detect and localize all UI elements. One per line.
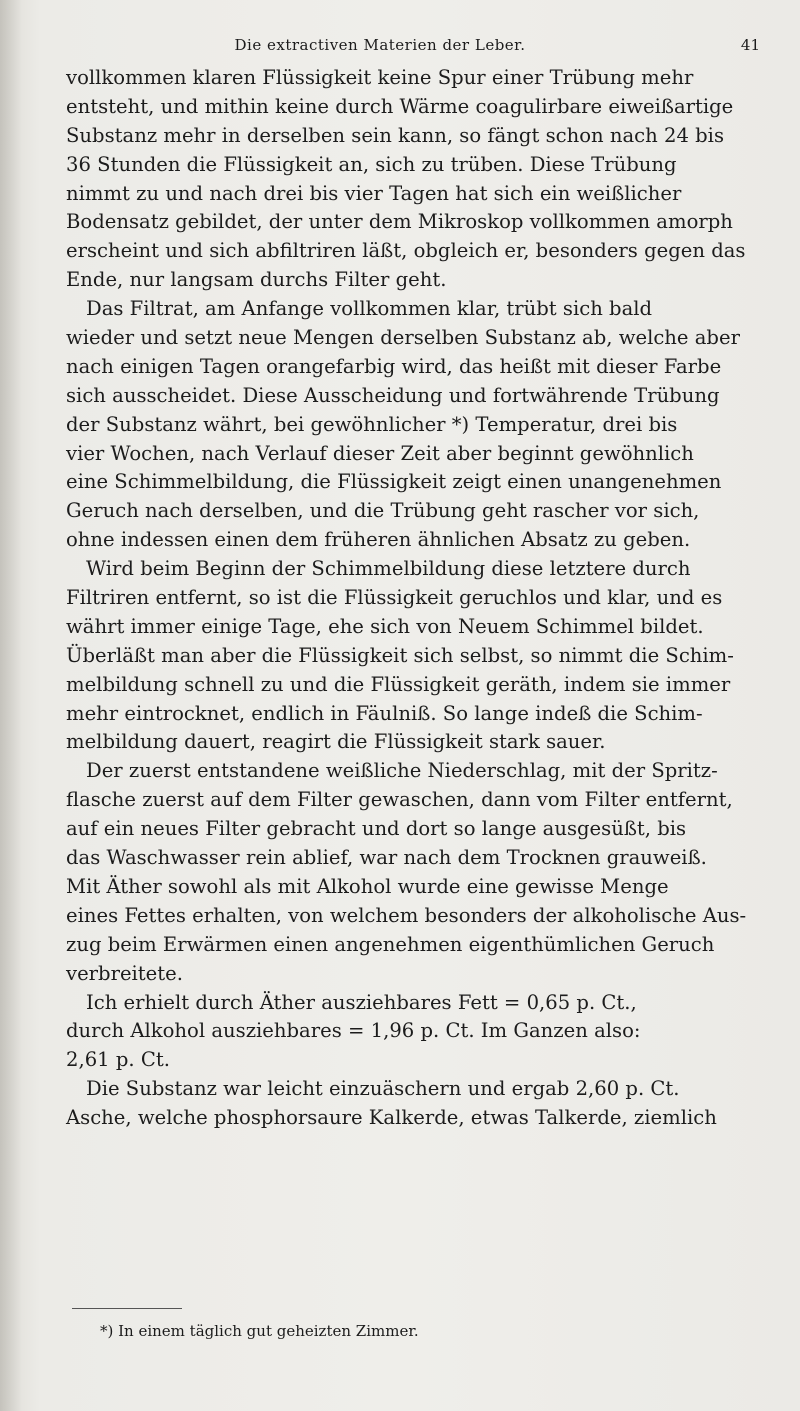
text-line: ohne indessen einen dem früheren ähnlichen Absatz zu geben.: [66, 528, 691, 552]
text-line: eines Fettes erhalten, von welchem besonders der alkoholische Aus-: [66, 903, 747, 927]
text-line: Filtriren entfernt, so ist die Flüssigkeit geruchlos und klar, und es: [66, 586, 723, 610]
text-line: nach einigen Tagen orangefarbig wird, das heißt mit dieser Farbe: [66, 354, 722, 378]
text-line: Asche, welche phosphorsaure Kalkerde, etwas Talkerde, ziemlich: [66, 1106, 717, 1130]
running-head: Die extractiven Materien der Leber.: [234, 36, 526, 54]
text-line: Überläßt man aber die Flüssigkeit sich selbst, so nimmt die Schim-: [66, 643, 734, 667]
text-line: auf ein neues Filter gebracht und dort so lange ausgesüßt, bis: [66, 817, 687, 841]
text-line: nimmt zu und nach drei bis vier Tagen hat sich ein weißlicher: [66, 181, 682, 205]
footnote-divider: [72, 1308, 182, 1309]
text-line: der Substanz währt, bei gewöhnlicher *) Temperatur, drei bis: [66, 412, 678, 436]
text-line: Der zuerst entstandene weißliche Niederschlag, mit der Spritz-: [86, 759, 718, 783]
text-line: Ende, nur langsam durchs Filter geht.: [66, 268, 447, 292]
text-line: vier Wochen, nach Verlauf dieser Zeit aber beginnt gewöhnlich: [66, 441, 694, 465]
text-line: flasche zuerst auf dem Filter gewaschen, dann vom Filter entfernt,: [66, 788, 733, 812]
text-line: Die Substanz war leicht einzuäschern und ergab 2,60 p. Ct.: [86, 1077, 680, 1101]
footnote: *) In einem täglich gut geheizten Zimmer.: [100, 1322, 419, 1340]
text-line: das Waschwasser rein ablief, war nach dem Trocknen grauweiß.: [66, 846, 707, 870]
text-line: Substanz mehr in derselben sein kann, so fängt schon nach 24 bis: [66, 123, 725, 147]
text-line: Das Filtrat, am Anfange vollkommen klar, trübt sich bald: [86, 297, 653, 321]
text-line: mehr eintrocknet, endlich in Fäulniß. So lange indeß die Schim-: [66, 701, 703, 725]
body-text: [60, 64, 760, 1133]
page-header: [60, 36, 760, 66]
text-line: entsteht, und mithin keine durch Wärme coagulirbare eiweißartige: [66, 94, 734, 118]
binding-shadow: [0, 0, 22, 1411]
text-line: Ich erhielt durch Äther ausziehbares Fett = 0,65 p. Ct.,: [86, 990, 637, 1014]
text-line: vollkommen klaren Flüssigkeit keine Spur einer Trübung mehr: [66, 66, 694, 89]
text-line: 36 Stunden die Flüssigkeit an, sich zu trüben. Diese Trübung: [66, 152, 677, 176]
text-line: Mit Äther sowohl als mit Alkohol wurde eine gewisse Menge: [66, 874, 669, 898]
text-line: währt immer einige Tage, ehe sich von Neuem Schimmel bildet.: [66, 614, 704, 638]
text-line: Bodensatz gebildet, der unter dem Mikroskop vollkommen amorph: [66, 210, 733, 234]
text-line: zug beim Erwärmen einen angenehmen eigenthümlichen Geruch: [66, 932, 715, 956]
page-number: 41: [740, 36, 760, 54]
text-line: durch Alkohol ausziehbares = 1,96 p. Ct. Im Ganzen also:: [66, 1019, 641, 1043]
text-line: melbildung schnell zu und die Flüssigkeit geräth, indem sie immer: [66, 672, 731, 696]
text-line: Wird beim Beginn der Schimmelbildung diese letztere durch: [86, 557, 691, 581]
text-line: verbreitete.: [66, 961, 183, 985]
text-line: 2,61 p. Ct.: [66, 1048, 170, 1072]
text-line: eine Schimmelbildung, die Flüssigkeit zeigt einen unangenehmen: [66, 470, 722, 494]
text-line: erscheint und sich abfiltriren läßt, obgleich er, besonders gegen das: [66, 239, 746, 263]
text-line: melbildung dauert, reagirt die Flüssigkeit stark sauer.: [66, 730, 606, 754]
text-line: Geruch nach derselben, und die Trübung geht rascher vor sich,: [66, 499, 700, 523]
text-line: wieder und setzt neue Mengen derselben Substanz ab, welche aber: [66, 326, 740, 350]
text-line: sich ausscheidet. Diese Ausscheidung und fortwährende Trübung: [66, 383, 720, 407]
